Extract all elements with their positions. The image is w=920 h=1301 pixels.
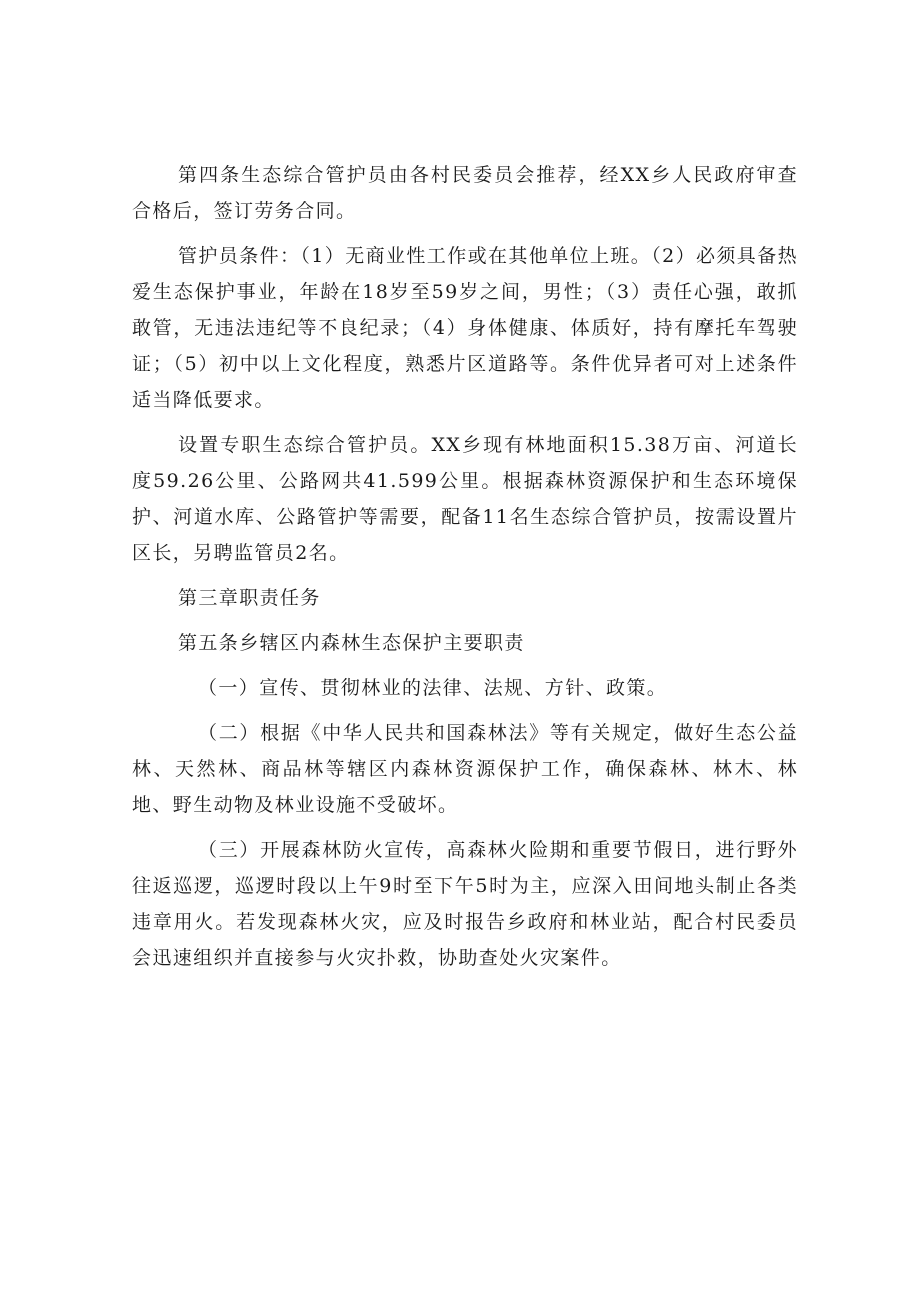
article-5-heading: 第五条乡辖区内森林生态保护主要职责 xyxy=(178,632,525,654)
conditions-paragraph: 管护员条件：（1）无商业性工作或在其他单位上班。（2）必须具备热爱生态保护事业，年龄在18岁至59岁之间，男性；（3）责任心强，敢抓敢管，无违法违纪等不良纪录；（4）身体健康、体质好，持有摩托车驾驶证；（5）初中以上文化程度，熟悉片区道路等。条件优异者可对上述条件适当降低要求。 xyxy=(132,245,798,411)
chapter-3-heading: 第三章职责任务 xyxy=(178,587,321,609)
duty-1-paragraph: （一）宣传、贯彻林业的法律、法规、方针、政策。 xyxy=(198,677,668,699)
duty-3-paragraph: （三）开展森林防火宣传，高森林火险期和重要节假日，进行野外往返巡逻，巡逻时段以上午9时至下午5时为主，应深入田间地头制止各类违章用火。若发现森林火灾，应及时报告乡政府和林业站，配合村民委员会迅速组织并直接参与火灾扑救，协助查处火灾案件。 xyxy=(132,839,798,969)
document-body xyxy=(132,157,798,985)
staffing-paragraph: 设置专职生态综合管护员。XX乡现有林地面积15.38万亩、河道长度59.26公里、公路网共41.599公里。根据森林资源保护和生态环境保护、河道水库、公路管护等需要，配备11名生态综合管护员，按需设置片区长，另聘监管员2名。 xyxy=(132,434,798,564)
duty-2-paragraph: （二）根据《中华人民共和国森林法》等有关规定，做好生态公益林、天然林、商品林等辖区内森林资源保护工作，确保森林、林木、林地、野生动物及林业设施不受破坏。 xyxy=(132,722,798,816)
article-4-paragraph: 第四条生态综合管护员由各村民委员会推荐，经XX乡人民政府审查合格后，签订劳务合同。 xyxy=(132,164,798,222)
